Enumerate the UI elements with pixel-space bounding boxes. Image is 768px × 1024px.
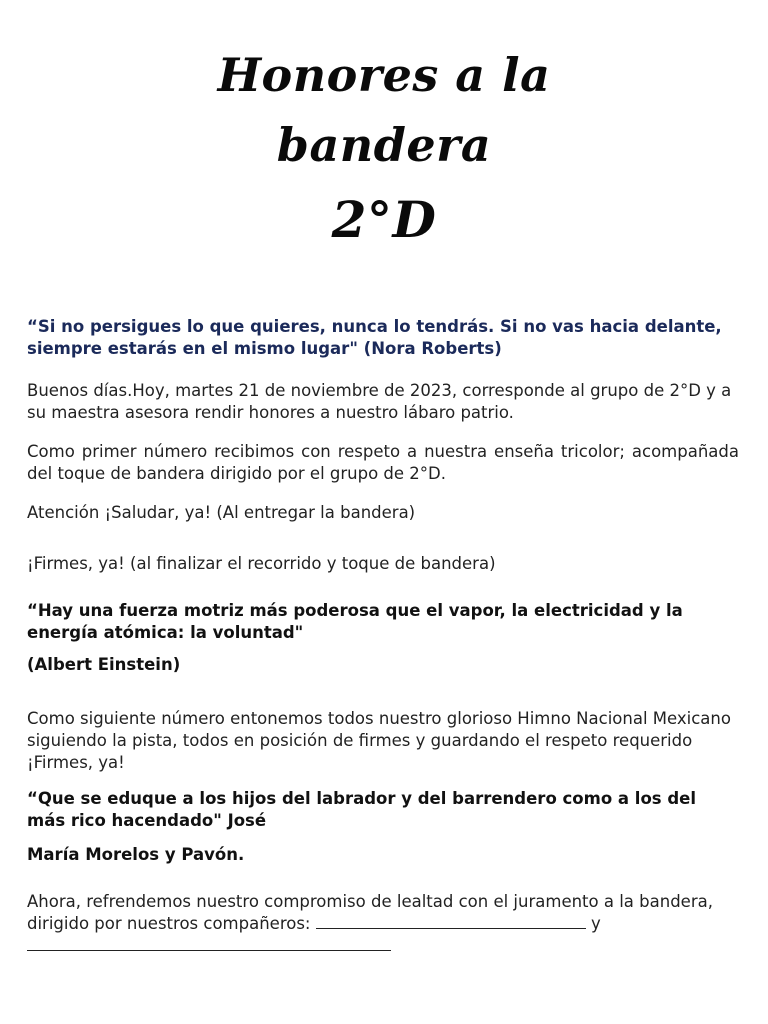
oath-connector: y: [591, 914, 601, 933]
title-line-2: bandera: [276, 118, 492, 172]
firmes-instruction: ¡Firmes, ya! (al finalizar el recorrido y toque de bandera): [27, 554, 496, 573]
greeting-paragraph: Buenos días.Hoy, martes 21 de noviembre de 2023, corresponde al grupo de 2°D y a su maestra asesora rendir honores a nuestro lábaro patrio.: [27, 381, 732, 422]
oath-text: Ahora, refrendemos nuestro compromiso de lealtad con el juramento a la bandera, dirigido por nuestros compañeros:: [27, 892, 713, 933]
einstein-author: (Albert Einstein): [27, 655, 181, 674]
quote-nora-roberts: “Si no persigues lo que quieres, nunca lo tendrás. Si no vas hacia delante, siempre estarás en el mismo lugar" (Nora Roberts): [27, 317, 722, 358]
oath-paragraph: [27, 891, 739, 957]
morelos-author: María Morelos y Pavón.: [27, 845, 245, 864]
attention-instruction: Atención ¡Saludar, ya! (Al entregar la bandera): [27, 503, 416, 522]
title-line-3: 2°D: [331, 190, 437, 249]
name-blank-2: [27, 935, 391, 951]
title-line-1: Honores a la: [217, 48, 551, 102]
name-blank-1: [316, 913, 586, 929]
quote-morelos: “Que se eduque a los hijos del labrador y del barrendero como a los del más rico hacendado" José: [27, 789, 697, 830]
anthem-paragraph: Como siguiente número entonemos todos nuestro glorioso Himno Nacional Mexicano siguiendo la pista, todos en posición de firmes y guardando el respeto requerido ¡Firmes, ya!: [27, 709, 731, 772]
quote-einstein: “Hay una fuerza motriz más poderosa que el vapor, la electricidad y la energía atómica: la voluntad": [27, 601, 683, 642]
first-number-paragraph: Como primer número recibimos con respeto a nuestra enseña tricolor; acompañada del toque de bandera dirigido por el grupo de 2°D.: [27, 442, 739, 483]
